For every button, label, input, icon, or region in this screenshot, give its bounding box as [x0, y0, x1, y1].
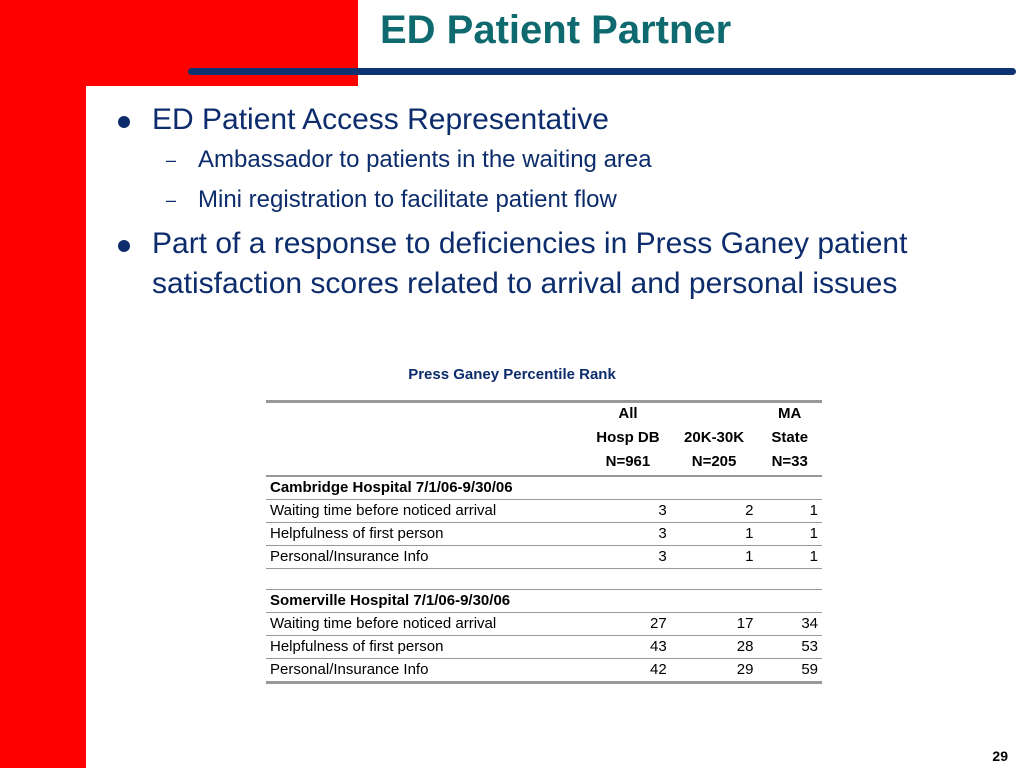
table-row	[266, 500, 822, 523]
percentile-table	[266, 400, 822, 684]
cell-value: 1	[757, 500, 822, 523]
title-rule	[188, 68, 1016, 75]
section-title: Somerville Hospital 7/1/06-9/30/06	[266, 590, 822, 613]
dash-icon: –	[166, 190, 177, 210]
section-header-row	[266, 590, 822, 613]
sub-bullet-item	[110, 180, 1010, 220]
table-row	[266, 659, 822, 683]
header-blank	[266, 427, 585, 451]
bullet-text: Part of a response to deficiencies in Press Ganey patient satisfaction scores related to arrival and personal issues	[152, 227, 908, 300]
column-header: 20K-30K	[684, 429, 745, 446]
row-label: Personal/Insurance Info	[266, 546, 585, 569]
row-label: Waiting time before noticed arrival	[266, 613, 585, 636]
bullet-text: ED Patient Access Representative	[152, 103, 609, 136]
column-header: State	[771, 429, 809, 446]
bullet-dot-icon	[118, 116, 130, 128]
cell-value: 53	[757, 636, 822, 659]
column-header	[671, 402, 758, 428]
slide-title: ED Patient Partner	[380, 8, 732, 52]
dash-icon: –	[166, 150, 177, 170]
table-caption: Press Ganey Percentile Rank	[408, 366, 616, 383]
column-header: N=33	[757, 451, 822, 476]
row-label: Helpfulness of first person	[266, 636, 585, 659]
cell-value: 3	[585, 523, 671, 546]
table-row	[266, 636, 822, 659]
cell-value: 3	[585, 546, 671, 569]
bullet-dot-icon	[118, 240, 130, 252]
bullet-list	[110, 100, 1010, 304]
cell-value: 3	[585, 500, 671, 523]
cell-value: 29	[671, 659, 758, 683]
cell-value: 1	[671, 546, 758, 569]
table-row	[266, 523, 822, 546]
red-side-bar	[0, 0, 86, 768]
bullet-item	[110, 100, 1010, 140]
column-header: All	[585, 402, 671, 428]
header-blank	[266, 402, 585, 428]
column-header: N=205	[671, 451, 758, 476]
column-header: N=961	[585, 451, 671, 476]
table-row	[266, 613, 822, 636]
cell-value: 34	[757, 613, 822, 636]
section-title: Cambridge Hospital 7/1/06-9/30/06	[266, 476, 822, 500]
page-number: 29	[992, 748, 1008, 764]
cell-value: 59	[757, 659, 822, 683]
cell-value: 1	[757, 546, 822, 569]
cell-value: 17	[671, 613, 758, 636]
sub-bullet-text: Ambassador to patients in the waiting area	[198, 146, 652, 173]
sub-bullet-text: Mini registration to facilitate patient flow	[198, 186, 617, 213]
row-label: Personal/Insurance Info	[266, 659, 585, 683]
cell-value: 43	[585, 636, 671, 659]
cell-value: 1	[757, 523, 822, 546]
cell-value: 1	[671, 523, 758, 546]
section-header-row	[266, 476, 822, 500]
cell-value: 27	[585, 613, 671, 636]
column-header: Hosp DB	[596, 429, 660, 446]
row-label: Helpfulness of first person	[266, 523, 585, 546]
table-row	[266, 546, 822, 569]
row-label: Waiting time before noticed arrival	[266, 500, 585, 523]
cell-value: 2	[671, 500, 758, 523]
bullet-item	[110, 224, 1010, 304]
cell-value: 42	[585, 659, 671, 683]
column-header: MA	[757, 402, 822, 428]
spacer-row	[266, 569, 822, 590]
header-blank	[266, 451, 585, 476]
cell-value: 28	[671, 636, 758, 659]
sub-bullet-item	[110, 140, 1010, 180]
